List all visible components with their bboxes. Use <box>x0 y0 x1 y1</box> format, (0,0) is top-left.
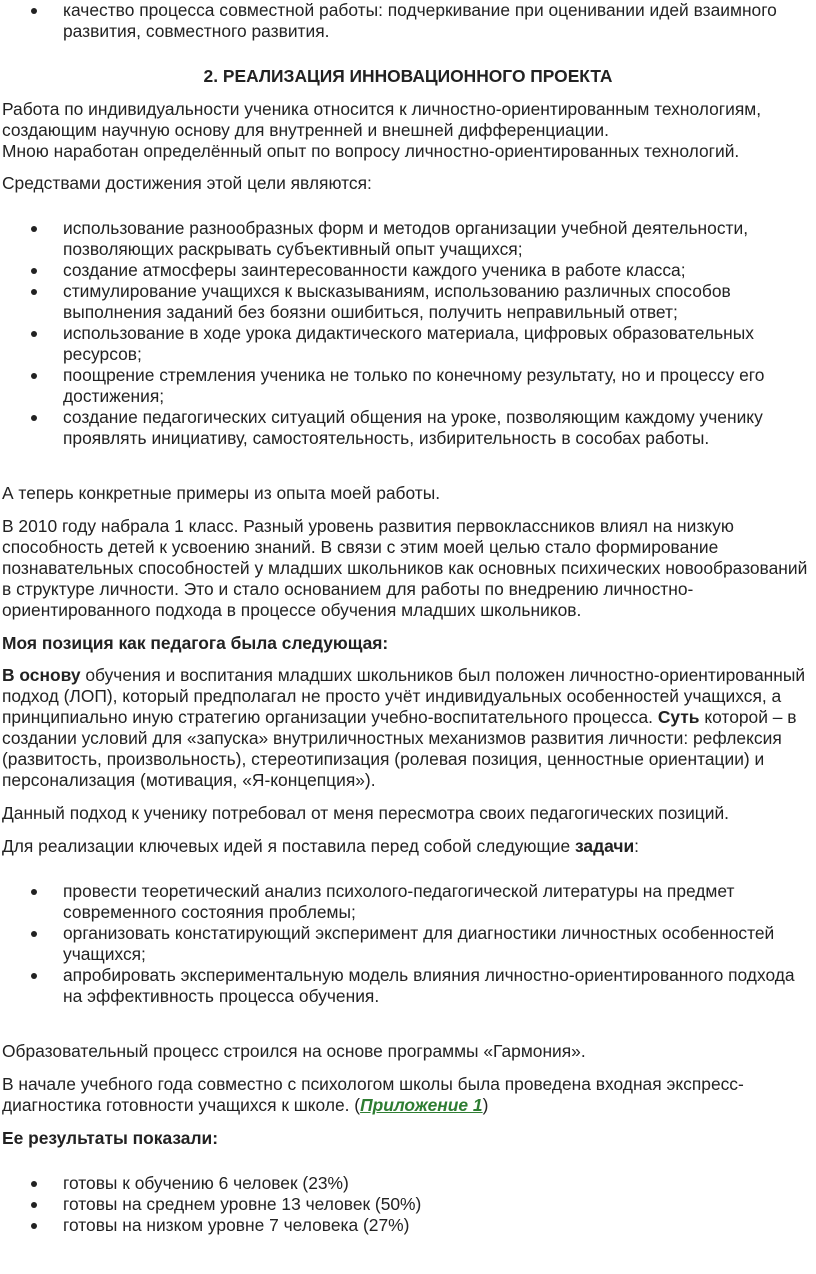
list-item <box>0 281 816 323</box>
list-item <box>0 881 816 923</box>
bullet-icon <box>31 8 37 14</box>
list-item-text: использование разнообразных форм и методов организации учебной деятельности, позволяющих раскрывать субъективный опыт учащихся; <box>63 218 749 259</box>
list-item-text: поощрение стремления ученика не только по конечному результату, но и процессу его достижения; <box>63 365 765 406</box>
list-item <box>0 323 816 365</box>
list-item-text: стимулирование учащихся к высказываниям, использованию различных способов выполнения заданий без боязни ошибиться, получить неправильный ответ; <box>63 281 731 322</box>
list-item-text: готовы на низком уровне 7 человека (27%) <box>63 1215 410 1235</box>
paragraph-text: которой – в создании условий для «запуска» внутриличностных механизмов развития личности: рефлексия (развитость, произвольность), стереотипизация (ролевая позиция, ценностные ориентации) и персонализация (мотивация, «Я-концепция»). <box>2 707 797 790</box>
list-item <box>0 0 816 42</box>
paragraph: Средствами достижения этой цели являются: <box>2 173 372 193</box>
bullet-icon <box>31 415 37 421</box>
results-heading: Ее результаты показали: <box>2 1128 218 1148</box>
bullet-icon <box>31 373 37 379</box>
list-item-text: качество процесса совместной работы: подчеркивание при оценивании идей взаимного развития, совместного развития. <box>63 0 777 41</box>
paragraph-text: Работа по индивидуальности ученика относится к личностно-ориентированным технологиям, создающим научную основу для внутренней и внешней дифференциации. <box>2 99 762 140</box>
bullet-icon <box>31 226 37 232</box>
position-heading: Моя позиция как педагога была следующая: <box>2 633 389 653</box>
list-item-text: апробировать экспериментальную модель влияния личностно-ориентированного подхода на эффективность процесса обучения. <box>63 965 795 1006</box>
tasks-list <box>0 881 816 1007</box>
paragraph-text: обучения и воспитания младших школьников был положен личностно-ориентированный подход (ЛОП), который предполагал не просто учёт индивидуальных особенностей учащихся, а принципиально иную стратегию организации учебно-воспитательного процесса. <box>2 665 806 727</box>
bullet-icon <box>31 889 37 895</box>
paragraph-text: Для реализации ключевых идей я поставила перед собой следующие <box>2 836 575 856</box>
list-item-text: готовы к обучению 6 человек (23%) <box>63 1173 349 1193</box>
list-item <box>0 1215 816 1236</box>
bullet-icon <box>31 973 37 979</box>
list-item-text: создание атмосферы заинтересованности каждого ученика в работе класса; <box>63 260 686 280</box>
bullet-icon <box>31 1223 37 1229</box>
paragraph-text: ) <box>482 1095 489 1115</box>
paragraph: В 2010 году набрала 1 класс. Разный уровень развития первоклассников влиял на низкую способность детей к усвоению знаний. В связи с этим моей целью стало формирование познавательных способностей у младших школьников как основных психических новообразований в структуре личности. Это и стало основанием для работы по внедрению личностно-ориентированного подхода в процессе обучения младших школьников. <box>2 516 808 620</box>
paragraph <box>0 99 816 162</box>
results-list <box>0 1173 816 1236</box>
paragraph <box>0 1074 816 1116</box>
paragraph <box>0 836 816 857</box>
list-item-text: создание педагогических ситуаций общения на уроке, позволяющим каждому ученику проявлять инициативу, самостоятельность, избирительность в сособах работы. <box>63 407 763 448</box>
list-item-text: готовы на среднем уровне 13 человек (50%) <box>63 1194 422 1214</box>
paragraph: А теперь конкретные примеры из опыта моей работы. <box>2 483 441 503</box>
intro-list <box>0 0 816 42</box>
paragraph: Образовательный процесс строился на основе программы «Гармония». <box>2 1041 586 1061</box>
bullet-icon <box>31 1181 37 1187</box>
bullet-icon <box>31 331 37 337</box>
list-item <box>0 1173 816 1194</box>
list-item <box>0 260 816 281</box>
paragraph: Данный подход к ученику потребовал от меня пересмотра своих педагогических позиций. <box>2 803 730 823</box>
list-item <box>0 365 816 407</box>
bold-text: Суть <box>657 707 700 727</box>
bullet-icon <box>31 1202 37 1208</box>
list-item <box>0 1194 816 1215</box>
list-item-text: провести теоретический анализ психолого-педагогической литературы на предмет современного состояния проблемы; <box>63 881 735 922</box>
bold-text: В основу <box>2 665 81 685</box>
bullet-icon <box>31 931 37 937</box>
means-list <box>0 218 816 449</box>
appendix-link[interactable]: Приложение 1 <box>360 1095 483 1115</box>
paragraph-text: В начале учебного года совместно с психологом школы была проведена входная экспресс-диагностика готовности учащихся к школе. ( <box>2 1074 744 1115</box>
list-item <box>0 965 816 1007</box>
list-item-text: использование в ходе урока дидактического материала, цифровых образовательных ресурсов; <box>63 323 754 364</box>
paragraph-text: Мною наработан определённый опыт по вопросу личностно-ориентированных технологий. <box>2 141 740 161</box>
bullet-icon <box>31 268 37 274</box>
paragraph <box>0 665 816 791</box>
bullet-icon <box>31 289 37 295</box>
list-item-text: организовать констатирующий эксперимент для диагностики личностных особенностей учащихся; <box>63 923 775 964</box>
list-item <box>0 218 816 260</box>
bold-text: задачи <box>575 836 635 856</box>
paragraph-text: : <box>634 836 639 856</box>
list-item <box>0 923 816 965</box>
section-heading: 2. РЕАЛИЗАЦИЯ ИННОВАЦИОННОГО ПРОЕКТА <box>203 66 613 86</box>
list-item <box>0 407 816 449</box>
